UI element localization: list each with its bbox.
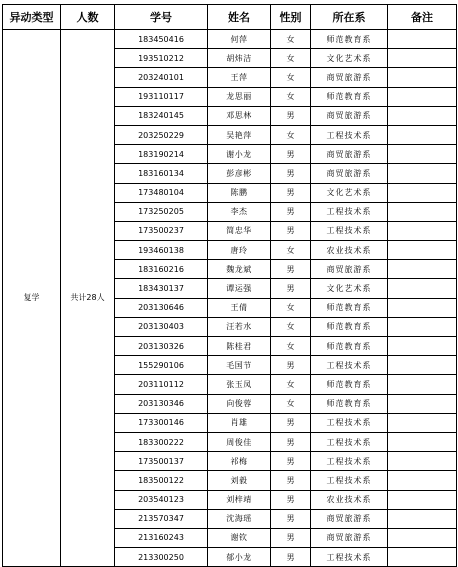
count-cell: 共计28人 — [61, 30, 115, 567]
name-cell: 刘毅 — [208, 471, 271, 490]
student-id-cell: 183450416 — [115, 30, 208, 49]
remarks-cell — [388, 298, 457, 317]
name-cell: 何萍 — [208, 30, 271, 49]
department-cell: 师范教育系 — [311, 394, 388, 413]
name-cell: 毛国节 — [208, 356, 271, 375]
department-cell: 农业技术系 — [311, 241, 388, 260]
remarks-cell — [388, 260, 457, 279]
department-cell: 师范教育系 — [311, 298, 388, 317]
gender-cell: 男 — [271, 490, 311, 509]
gender-cell: 女 — [271, 125, 311, 144]
department-cell: 师范教育系 — [311, 30, 388, 49]
gender-cell: 男 — [271, 221, 311, 240]
department-cell: 师范教育系 — [311, 337, 388, 356]
header-change-type: 异动类型 — [3, 5, 61, 30]
remarks-cell — [388, 221, 457, 240]
remarks-cell — [388, 452, 457, 471]
student-id-cell: 173480104 — [115, 183, 208, 202]
student-id-cell: 193510212 — [115, 49, 208, 68]
name-cell: 刘梓靖 — [208, 490, 271, 509]
student-id-cell: 183240145 — [115, 106, 208, 125]
student-id-cell: 193110117 — [115, 87, 208, 106]
department-cell: 商贸旅游系 — [311, 106, 388, 125]
name-cell: 祁梅 — [208, 452, 271, 471]
student-id-cell: 173500237 — [115, 221, 208, 240]
remarks-cell — [388, 145, 457, 164]
gender-cell: 女 — [271, 375, 311, 394]
gender-cell: 男 — [271, 452, 311, 471]
remarks-cell — [388, 317, 457, 336]
remarks-cell — [388, 202, 457, 221]
remarks-cell — [388, 337, 457, 356]
remarks-cell — [388, 375, 457, 394]
gender-cell: 女 — [271, 87, 311, 106]
student-id-cell: 203130346 — [115, 394, 208, 413]
header-name: 姓名 — [208, 5, 271, 30]
student-id-cell: 213300250 — [115, 548, 208, 567]
student-id-cell: 183430137 — [115, 279, 208, 298]
gender-cell: 男 — [271, 202, 311, 221]
gender-cell: 女 — [271, 298, 311, 317]
department-cell: 商贸旅游系 — [311, 260, 388, 279]
name-cell: 简忠华 — [208, 221, 271, 240]
name-cell: 魏龙斌 — [208, 260, 271, 279]
gender-cell: 男 — [271, 432, 311, 451]
gender-cell: 女 — [271, 30, 311, 49]
gender-cell: 男 — [271, 106, 311, 125]
department-cell: 文化艺术系 — [311, 279, 388, 298]
remarks-cell — [388, 509, 457, 528]
table-body — [3, 30, 457, 567]
student-id-cell: 183500122 — [115, 471, 208, 490]
name-cell: 谢钦 — [208, 528, 271, 547]
department-cell: 商贸旅游系 — [311, 509, 388, 528]
header-row — [3, 5, 457, 30]
name-cell: 周俊佳 — [208, 432, 271, 451]
header-department: 所在系 — [311, 5, 388, 30]
remarks-cell — [388, 30, 457, 49]
department-cell: 工程技术系 — [311, 413, 388, 432]
name-cell: 王萍 — [208, 68, 271, 87]
gender-cell: 男 — [271, 548, 311, 567]
remarks-cell — [388, 279, 457, 298]
table-row — [3, 30, 457, 49]
name-cell: 邓思林 — [208, 106, 271, 125]
department-cell: 文化艺术系 — [311, 49, 388, 68]
department-cell: 文化艺术系 — [311, 183, 388, 202]
student-id-cell: 183160216 — [115, 260, 208, 279]
name-cell: 汪若水 — [208, 317, 271, 336]
name-cell: 陈鹏 — [208, 183, 271, 202]
gender-cell: 女 — [271, 49, 311, 68]
department-cell: 商贸旅游系 — [311, 164, 388, 183]
name-cell: 肖雄 — [208, 413, 271, 432]
name-cell: 唐玲 — [208, 241, 271, 260]
student-id-cell: 183160134 — [115, 164, 208, 183]
gender-cell: 女 — [271, 337, 311, 356]
student-id-cell: 203250229 — [115, 125, 208, 144]
student-id-cell: 203130646 — [115, 298, 208, 317]
department-cell: 工程技术系 — [311, 125, 388, 144]
student-id-cell: 203130326 — [115, 337, 208, 356]
name-cell: 胡炜洁 — [208, 49, 271, 68]
remarks-cell — [388, 528, 457, 547]
department-cell: 工程技术系 — [311, 548, 388, 567]
remarks-cell — [388, 125, 457, 144]
remarks-cell — [388, 490, 457, 509]
name-cell: 沈海瑶 — [208, 509, 271, 528]
name-cell: 谭运强 — [208, 279, 271, 298]
remarks-cell — [388, 241, 457, 260]
name-cell: 郁小龙 — [208, 548, 271, 567]
header-remarks: 备注 — [388, 5, 457, 30]
student-id-cell: 203110112 — [115, 375, 208, 394]
name-cell: 吴艳萍 — [208, 125, 271, 144]
remarks-cell — [388, 183, 457, 202]
header-student-id: 学号 — [115, 5, 208, 30]
gender-cell: 女 — [271, 394, 311, 413]
name-cell: 李杰 — [208, 202, 271, 221]
student-id-cell: 183300222 — [115, 432, 208, 451]
change-type-cell: 复学 — [3, 30, 61, 567]
department-cell: 工程技术系 — [311, 452, 388, 471]
remarks-cell — [388, 394, 457, 413]
department-cell: 师范教育系 — [311, 317, 388, 336]
gender-cell: 男 — [271, 260, 311, 279]
department-cell: 工程技术系 — [311, 356, 388, 375]
gender-cell: 男 — [271, 413, 311, 432]
name-cell: 谢小龙 — [208, 145, 271, 164]
department-cell: 农业技术系 — [311, 490, 388, 509]
student-id-cell: 173500137 — [115, 452, 208, 471]
name-cell: 陈桂君 — [208, 337, 271, 356]
gender-cell: 男 — [271, 164, 311, 183]
student-id-cell: 203540123 — [115, 490, 208, 509]
gender-cell: 女 — [271, 68, 311, 87]
department-cell: 工程技术系 — [311, 471, 388, 490]
gender-cell: 男 — [271, 528, 311, 547]
student-id-cell: 213570347 — [115, 509, 208, 528]
student-id-cell: 173300146 — [115, 413, 208, 432]
department-cell: 师范教育系 — [311, 87, 388, 106]
department-cell: 师范教育系 — [311, 375, 388, 394]
remarks-cell — [388, 49, 457, 68]
gender-cell: 男 — [271, 471, 311, 490]
header-gender: 性别 — [271, 5, 311, 30]
department-cell: 商贸旅游系 — [311, 145, 388, 164]
student-id-cell: 173250205 — [115, 202, 208, 221]
department-cell: 商贸旅游系 — [311, 528, 388, 547]
name-cell: 向俊蓉 — [208, 394, 271, 413]
gender-cell: 女 — [271, 317, 311, 336]
gender-cell: 男 — [271, 279, 311, 298]
student-id-cell: 203240101 — [115, 68, 208, 87]
department-cell: 商贸旅游系 — [311, 68, 388, 87]
remarks-cell — [388, 471, 457, 490]
department-cell: 工程技术系 — [311, 432, 388, 451]
remarks-cell — [388, 164, 457, 183]
remarks-cell — [388, 432, 457, 451]
student-id-cell: 203130403 — [115, 317, 208, 336]
gender-cell: 男 — [271, 509, 311, 528]
name-cell: 王倩 — [208, 298, 271, 317]
student-id-cell: 183190214 — [115, 145, 208, 164]
department-cell: 工程技术系 — [311, 202, 388, 221]
department-cell: 工程技术系 — [311, 221, 388, 240]
name-cell: 彭彦彬 — [208, 164, 271, 183]
gender-cell: 男 — [271, 356, 311, 375]
remarks-cell — [388, 413, 457, 432]
gender-cell: 男 — [271, 145, 311, 164]
student-id-cell: 193460138 — [115, 241, 208, 260]
remarks-cell — [388, 87, 457, 106]
student-id-cell: 155290106 — [115, 356, 208, 375]
gender-cell: 女 — [271, 241, 311, 260]
remarks-cell — [388, 68, 457, 87]
gender-cell: 男 — [271, 183, 311, 202]
name-cell: 龙思丽 — [208, 87, 271, 106]
remarks-cell — [388, 356, 457, 375]
header-count: 人数 — [61, 5, 115, 30]
student-id-cell: 213160243 — [115, 528, 208, 547]
remarks-cell — [388, 106, 457, 125]
name-cell: 张玉凤 — [208, 375, 271, 394]
student-change-table — [2, 4, 457, 567]
